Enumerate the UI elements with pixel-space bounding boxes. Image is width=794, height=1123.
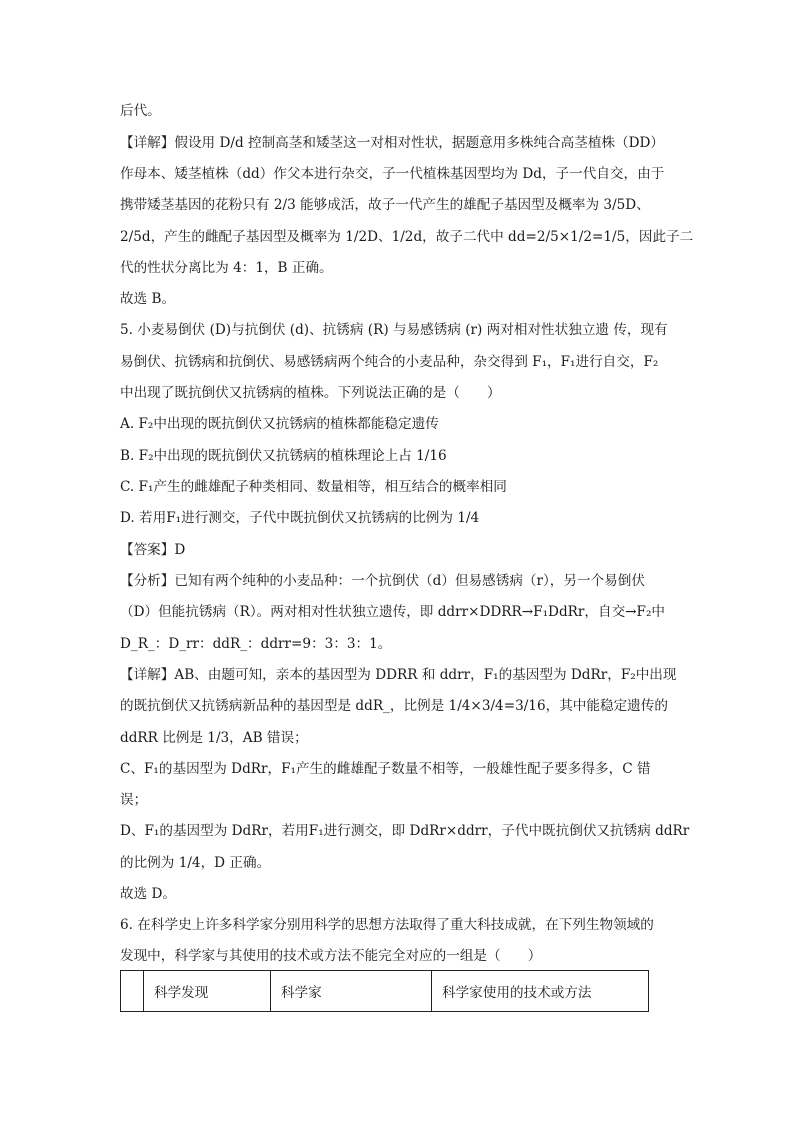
text-line: 中出现了既抗倒伏又抗锈病的植株。下列说法正确的是（ ）: [120, 385, 501, 401]
answer-line: 【答案】D: [120, 542, 186, 558]
text-line: 【详解】假设用 D/d 控制高茎和矮茎这一对相对性状，据题意用多株纯合高茎植株（DD）: [120, 135, 664, 151]
table-header-row: [121, 971, 649, 1012]
option-b: B. F₂中出现的既抗倒伏又抗锈病的植株理论上占 1/16: [120, 448, 447, 464]
text-line: ddRR 比例是 1/3，AB 错误；: [120, 730, 308, 746]
text-line: C、F₁的基因型为 DdRr，F₁产生的雌雄配子数量不相等，一般雄性配子要多得多，C 错: [120, 761, 651, 777]
text-line: 【详解】AB、由题可知，亲本的基因型为 DDRR 和 ddrr，F₁的基因型为 DdRr，F₂中出现: [120, 667, 677, 683]
option-d: D. 若用F₁进行测交，子代中既抗倒伏又抗锈病的比例为 1/4: [120, 510, 480, 526]
text-line: D、F₁的基因型为 DdRr，若用F₁进行测交，即 DdRr×ddrr，子代中既抗倒伏又抗锈病 ddRr: [120, 823, 690, 839]
question-6-table: [120, 970, 649, 1012]
text-line: 故选 D。: [120, 886, 177, 902]
table-header-cell: 科学家: [271, 971, 432, 1012]
option-a: A. F₂中出现的既抗倒伏又抗锈病的植株都能稳定遗传: [120, 416, 439, 432]
table-header-cell: 科学家使用的技术或方法: [432, 971, 649, 1012]
text-line: 后代。: [120, 103, 161, 119]
text-line: 故选 B。: [120, 291, 176, 307]
text-line: 误；: [120, 792, 148, 808]
text-line: 易倒伏、抗锈病和抗倒伏、易感锈病两个纯合的小麦品种，杂交得到 F₁，F₁进行自交，F₂: [120, 354, 659, 370]
text-line: 【分析】已知有两个纯种的小麦品种：一个抗倒伏（d）但易感锈病（r），另一个易倒伏: [120, 573, 645, 589]
text-line: 作母本、矮茎植株（dd）作父本进行杂交，子一代植株基因型均为 Dd，子一代自交，由于: [120, 166, 665, 182]
table-header-cell: 科学发现: [144, 971, 271, 1012]
text-line: 的既抗倒伏又抗锈病新品种的基因型是 ddR_，比例是 1/4×3/4=3/16，其中能稳定遗传的: [120, 698, 668, 714]
question-6-stem: 6. 在科学史上许多科学家分别用科学的思想方法取得了重大科技成就，在下列生物领域的: [120, 917, 654, 933]
text-line: 2/5d，产生的雌配子基因型及概率为 1/2D、1/2d，故子二代中 dd=2/5×1/2=1/5，因此子二: [120, 229, 694, 245]
text-line: （D）但能抗锈病（R）。两对相对性状独立遗传，即 ddrr×DDRR→F₁DdRr，自交→F₂中: [120, 604, 666, 620]
text-line: 发现中，科学家与其使用的技术或方法不能完全对应的一组是（ ）: [120, 948, 542, 964]
text-line: 的比例为 1/4，D 正确。: [120, 855, 271, 871]
text-line: 代的性状分离比为 4：1，B 正确。: [120, 260, 333, 276]
table-header-cell: [121, 971, 144, 1012]
option-c: C. F₁产生的雌雄配子种类相同、数量相等，相互结合的概率相同: [120, 479, 507, 495]
question-5-stem: 5. 小麦易倒伏 (D)与抗倒伏 (d)、抗锈病 (R) 与易感锈病 (r) 两对相对性状独立遗 传，现有: [120, 322, 668, 338]
text-line: D_R_：D_rr：ddR_：ddrr=9：3：3：1。: [120, 636, 392, 652]
text-line: 携带矮茎基因的花粉只有 2/3 能够成活，故子一代产生的雄配子基因型及概率为 3/5D、: [120, 197, 650, 213]
